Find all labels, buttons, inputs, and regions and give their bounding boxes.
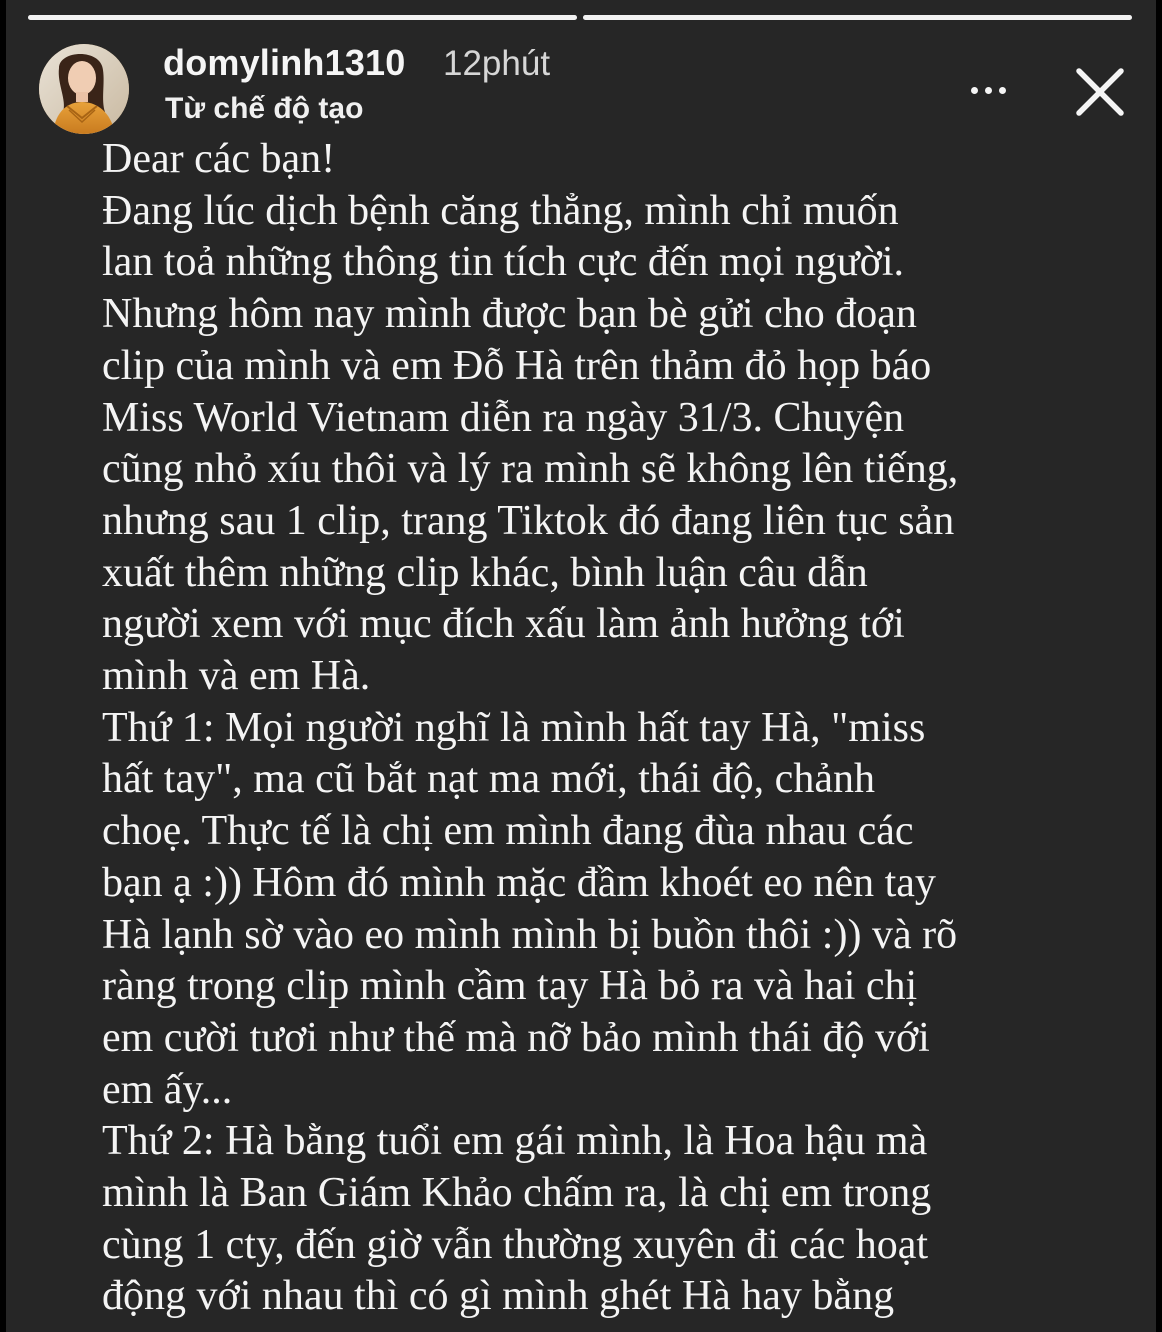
story-viewer[interactable] [6, 0, 1156, 1332]
caption-line: hất tay", ma cũ bắt nạt ma mới, thái độ, chảnh [102, 756, 875, 803]
caption-line: Dear các bạn! [102, 136, 336, 182]
caption-line: xuất thêm những clip khác, bình luận câu dẫn [102, 549, 868, 596]
story-caption [102, 134, 1152, 1323]
caption-line: Miss World Vietnam diễn ra ngày 31/3. Chuyện [102, 394, 905, 441]
caption-line: Thứ 2: Hà bằng tuổi em gái mình, là Hoa hậu mà [102, 1118, 928, 1165]
caption-line: Đang lúc dịch bệnh căng thẳng, mình chỉ muốn [102, 187, 899, 234]
caption-line: người xem với mục đích xấu làm ảnh hưởng tới [102, 601, 905, 648]
caption-line: cũng nhỏ xíu thôi và lý ra mình sẽ không lên tiếng, [102, 446, 959, 493]
caption-line: Thứ 1: Mọi người nghĩ là mình hất tay Hà, "miss [102, 704, 926, 751]
avatar-image [39, 44, 129, 134]
more-options-button[interactable] [958, 70, 1018, 110]
caption-line: mình là Ban Giám Khảo chấm ra, là chị em trong [102, 1170, 932, 1217]
caption-line: mình và em Hà. [102, 653, 371, 700]
story-timestamp: 12phút [443, 44, 551, 83]
progress-segment-1 [28, 15, 577, 20]
caption-line: choẹ. Thực tế là chị em mình đang đùa nhau các [102, 808, 914, 855]
story-subtitle: Từ chế độ tạo [165, 92, 364, 125]
caption-line: Hà lạnh sờ vào eo mình mình bị buồn thôi :)) và rõ [102, 911, 958, 958]
caption-line: nhưng sau 1 clip, trang Tiktok đó đang liên tục sản [102, 497, 955, 544]
more-horizontal-icon [971, 87, 978, 94]
story-progress-bar [28, 15, 1132, 20]
more-horizontal-icon-dot [985, 87, 992, 94]
close-button[interactable] [1066, 58, 1132, 124]
caption-line: lan toả những thông tin tích cực đến mọi người. [102, 239, 905, 286]
close-icon [1066, 58, 1132, 124]
caption-line: em cười tươi như thế mà nỡ bảo mình thái độ với [102, 1014, 930, 1061]
progress-fill-2 [583, 15, 1132, 20]
progress-segment-2 [583, 15, 1132, 20]
caption-line: ràng trong clip mình cầm tay Hà bỏ ra và hai chị [102, 963, 918, 1010]
caption-line: động với nhau thì có gì mình ghét Hà hay bằng [102, 1273, 895, 1320]
caption-line: clip của mình và em Đỗ Hà trên thảm đỏ họp báo [102, 342, 932, 389]
caption-line: Nhưng hôm nay mình được bạn bè gửi cho đoạn [102, 291, 917, 338]
progress-fill-1 [28, 15, 577, 20]
avatar[interactable] [39, 44, 129, 134]
caption-line: cùng 1 cty, đến giờ vẫn thường xuyên đi các hoạt [102, 1221, 929, 1268]
caption-line: em ấy... [102, 1066, 233, 1113]
more-horizontal-icon-dot [999, 87, 1006, 94]
caption-line: bạn ạ :)) Hôm đó mình mặc đầm khoét eo nên tay [102, 859, 936, 906]
username[interactable]: domylinh1310 [163, 42, 406, 83]
